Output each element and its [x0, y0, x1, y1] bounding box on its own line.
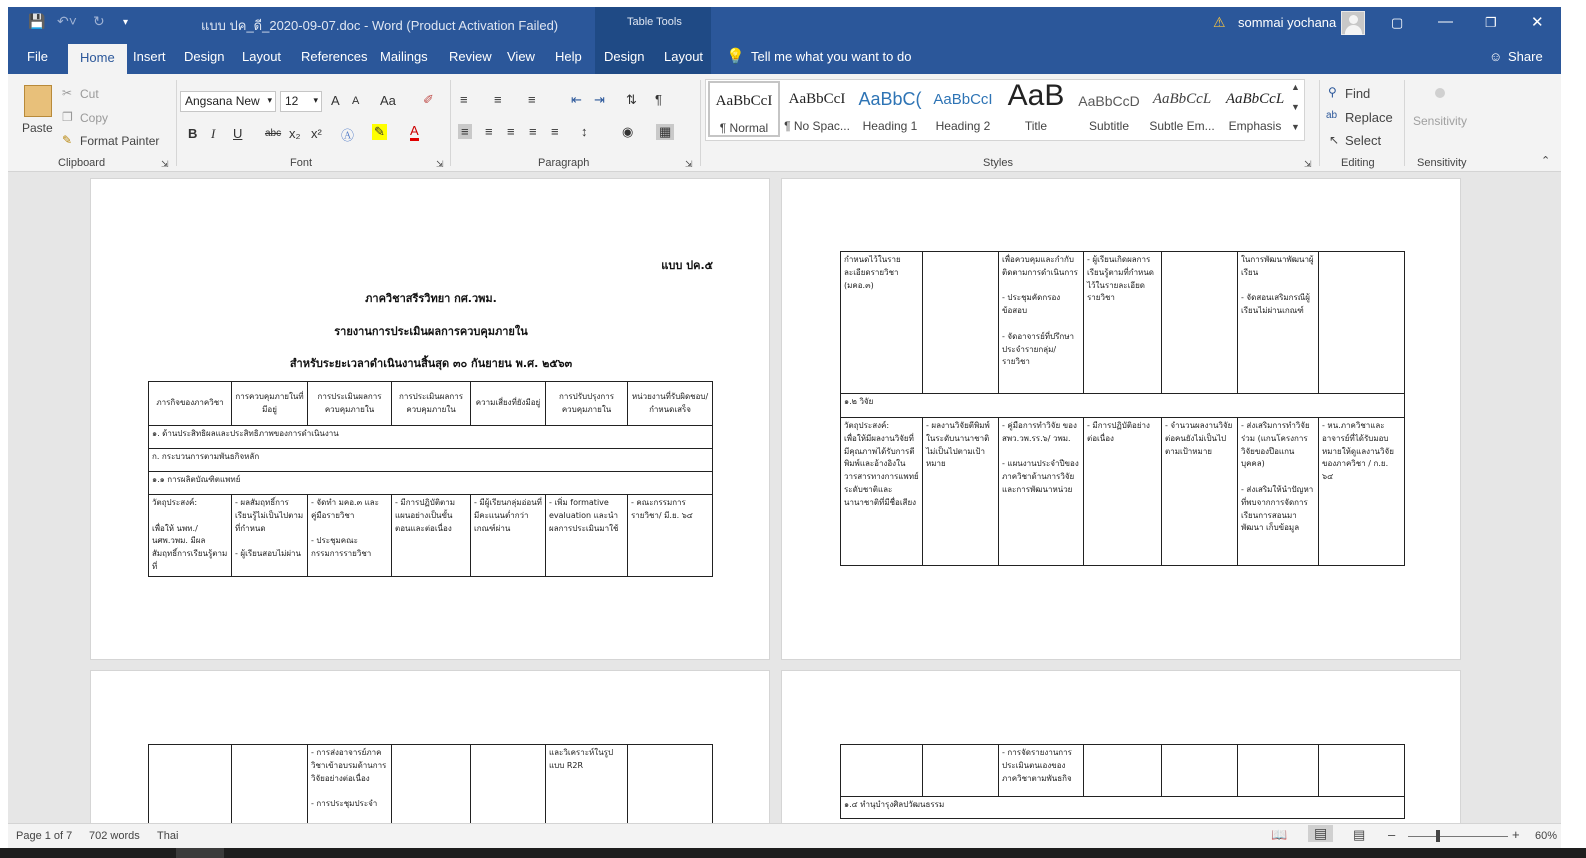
- format-painter-icon: ✎: [62, 133, 73, 147]
- table-row: [149, 745, 713, 835]
- find-button[interactable]: Find: [1345, 86, 1371, 101]
- table-cell: [392, 745, 471, 835]
- assessment-table-3[interactable]: [148, 744, 713, 835]
- sensitivity-icon: [1435, 88, 1445, 98]
- cut-button[interactable]: Cut: [80, 87, 99, 101]
- grow-font-button[interactable]: A: [331, 93, 340, 108]
- paste-icon[interactable]: [24, 85, 52, 117]
- assessment-table-1[interactable]: [148, 381, 713, 577]
- style-item[interactable]: [708, 81, 780, 137]
- window-title: แบบ ปค_ดี_2020-09-07.doc - Word (Product Activation Failed): [201, 18, 559, 33]
- table-cell: กำหนดไว้ในรายละเอียดรายวิชา (มคอ.๓): [841, 252, 923, 394]
- styles-scroll-down-icon[interactable]: ▼: [1291, 102, 1300, 112]
- style-label: ¶ No Spac...: [784, 119, 850, 133]
- bullets-icon[interactable]: ≡: [460, 92, 468, 107]
- tab-home[interactable]: Home: [68, 44, 127, 74]
- table-cell: [232, 745, 308, 835]
- report-heading: รายงานการประเมินผลการควบคุมภายใน: [334, 325, 528, 338]
- table-cell: [1319, 252, 1405, 394]
- show-formatting-marks-icon[interactable]: ¶: [655, 92, 662, 107]
- table-cell: [923, 745, 999, 797]
- undo-icon[interactable]: ↶˅: [57, 13, 77, 29]
- style-label: Emphasis: [1228, 119, 1282, 133]
- paste-button[interactable]: Paste: [22, 121, 53, 135]
- redo-icon[interactable]: ↻: [93, 13, 105, 29]
- table-cell: [1084, 745, 1162, 797]
- table-cell: - เพิ่ม formative evaluation และนำผลการประเมินมาใช้: [546, 495, 628, 577]
- table-row: [841, 418, 1405, 566]
- zoom-level[interactable]: 60%: [1535, 830, 1558, 842]
- editing-group-label: Editing: [1341, 157, 1375, 169]
- word-count[interactable]: 702 words: [89, 830, 140, 842]
- style-item[interactable]: [927, 81, 999, 137]
- style-preview: AaB: [1007, 79, 1065, 112]
- table-cell: - ผู้เรียนเกิดผลการเรียนรู้ตามที่กำหนดไว้ในรายละเอียดรายวิชา: [1084, 252, 1162, 394]
- table-cell: - มีการปฏิบัติอย่างต่อเนื่อง: [1084, 418, 1162, 566]
- numbering-icon[interactable]: ≡: [494, 92, 502, 107]
- style-item[interactable]: [1146, 81, 1218, 137]
- tab-mailings[interactable]: Mailings: [380, 49, 428, 64]
- warning-icon: ⚠: [1213, 14, 1226, 30]
- style-label: Title: [1024, 119, 1048, 133]
- save-icon[interactable]: 💾: [28, 13, 46, 29]
- table-cell: [923, 252, 999, 394]
- status-bar: [8, 823, 1561, 848]
- cut-icon: ✂: [62, 86, 73, 100]
- align-center-icon[interactable]: ≡: [485, 124, 493, 139]
- tab-layout[interactable]: Layout: [242, 49, 282, 64]
- minimize-icon[interactable]: —: [1438, 13, 1453, 30]
- zoom-in-icon[interactable]: +: [1512, 827, 1520, 842]
- tab-design[interactable]: Design: [184, 49, 225, 64]
- avatar[interactable]: [1341, 11, 1365, 35]
- read-mode-icon[interactable]: 📖: [1271, 827, 1288, 842]
- taskbar-strip: [0, 848, 1586, 858]
- replace-icon: ab: [1326, 110, 1338, 121]
- table-row: [149, 495, 713, 577]
- italic-button[interactable]: I: [211, 126, 216, 141]
- collapse-ribbon-icon[interactable]: ⌃: [1541, 155, 1551, 167]
- table-cell: - ผลสัมฤทธิ์การเรียนรู้ไม่เป็นไปตามที่กำหนด - ผู้เรียนสอบไม่ผ่าน: [232, 495, 308, 577]
- table-cell: เพื่อควบคุมและกำกับติดตามการดำเนินการ - ประชุมคัดกรองข้อสอบ - จัดอาจารย์ที่ปรึกษาประจำรายกลุ่ม/รายวิชา: [999, 252, 1084, 394]
- column-header: การประเมินผลการควบคุมภายใน: [308, 382, 392, 426]
- table-cell: - คณะกรรมการรายวิชา/ มี.ย. ๖๔: [628, 495, 713, 577]
- font-name-combo[interactable]: [180, 91, 276, 112]
- word-window: [8, 7, 1561, 848]
- dialog-launcher-icon[interactable]: ⇲: [1304, 159, 1312, 169]
- style-preview: AaBbCcI: [933, 91, 993, 108]
- style-preview: AaBbCcD: [1078, 93, 1140, 109]
- justify-icon[interactable]: ≡: [529, 124, 537, 139]
- style-label: ¶ Normal: [719, 121, 769, 135]
- taskbar-active-item: [176, 848, 224, 858]
- table-cell: [149, 745, 232, 835]
- superscript-button[interactable]: x²: [311, 126, 322, 141]
- font-color-icon[interactable]: A: [410, 124, 419, 141]
- column-header: ความเสี่ยงที่ยังมีอยู่: [471, 382, 546, 426]
- tab-help[interactable]: Help: [555, 49, 582, 64]
- style-preview: AaBbC(: [858, 89, 922, 109]
- ribbon-tabs: [8, 39, 1561, 74]
- section-row: ๑.๔ ทำนุบำรุงศิลปวัฒนธรรม: [841, 797, 1405, 819]
- table-cell: วัตถุประสงค์: เพื่อให้มีผลงานวิจัยที่มีคุณภาพได้รับการตีพิมพ์และอ้างอิงในวารสารทางการแพทย์ระดับชาติและนานาชาติที่มีชื่อเสียง: [841, 418, 923, 566]
- distributed-icon[interactable]: ≡: [551, 124, 559, 139]
- sort-icon[interactable]: ⇅: [626, 92, 637, 107]
- ribbon-display-options-icon[interactable]: ▢: [1391, 15, 1404, 30]
- line-spacing-icon[interactable]: ↕: [581, 124, 588, 139]
- strikethrough-button[interactable]: abc: [265, 128, 282, 139]
- font-group-label: Font: [290, 157, 313, 169]
- align-right-icon[interactable]: ≡: [507, 124, 515, 139]
- bold-button[interactable]: B: [188, 126, 198, 141]
- sensitivity-group-label: Sensitivity: [1417, 157, 1467, 169]
- table-header-row: [149, 382, 713, 426]
- column-header: การปรับปรุงการควบคุมภายใน: [546, 382, 628, 426]
- share-button[interactable]: Share: [1508, 49, 1543, 64]
- multilevel-list-icon[interactable]: ≡: [528, 92, 536, 107]
- table-cell: - มีผู้เรียนกลุ่มอ่อนที่มีคะแนนต่ำกว่าเกณฑ์ผ่าน: [471, 495, 546, 577]
- style-preview: AaBbCcI: [715, 93, 773, 109]
- decrease-indent-icon[interactable]: ⇤: [571, 92, 582, 107]
- document-canvas[interactable]: [8, 173, 1561, 823]
- style-label: Subtitle: [1088, 119, 1130, 133]
- font-size-value: 12: [285, 94, 299, 108]
- title-bar: [8, 7, 1561, 39]
- style-item[interactable]: [1000, 81, 1072, 137]
- paragraph-group-label: Paragraph: [538, 157, 590, 169]
- table-cell: - การจัดรายงานการประเมินตนเองของภาควิชาตามพันธกิจ: [999, 745, 1084, 797]
- style-item[interactable]: [854, 81, 926, 137]
- tab-references[interactable]: References: [301, 49, 368, 64]
- page-1[interactable]: [90, 178, 770, 660]
- dialog-launcher-icon[interactable]: ⇲: [161, 159, 169, 169]
- section-row: ๑.๑ การผลิตบัณฑิตแพทย์: [149, 472, 713, 495]
- subscript-button[interactable]: x₂: [289, 126, 301, 141]
- underline-button[interactable]: U: [233, 126, 243, 141]
- close-icon[interactable]: ✕: [1531, 14, 1544, 31]
- assessment-table-2[interactable]: [840, 251, 1405, 566]
- style-preview: AaBbCcL: [1225, 91, 1285, 107]
- divider: [1319, 80, 1320, 166]
- table-row: [841, 745, 1405, 797]
- table-tools-label: Table Tools: [627, 16, 682, 28]
- styles-scroll-up-icon[interactable]: ▲: [1291, 82, 1300, 92]
- zoom-slider[interactable]: [1408, 836, 1508, 837]
- styles-group-label: Styles: [983, 157, 1013, 169]
- select-cursor-icon: ↖: [1329, 133, 1340, 147]
- table-cell: [841, 745, 923, 797]
- copy-button[interactable]: Copy: [80, 111, 109, 125]
- select-button[interactable]: Select: [1345, 133, 1382, 148]
- style-label: Subtle Em...: [1149, 119, 1215, 133]
- styles-more-icon[interactable]: ▼: [1291, 122, 1300, 132]
- style-preview: AaBbCcI: [788, 91, 846, 107]
- page-2[interactable]: [781, 178, 1461, 660]
- column-header: การควบคุมภายในที่มีอยู่: [232, 382, 308, 426]
- tab-review[interactable]: Review: [449, 49, 492, 64]
- divider: [1404, 80, 1405, 166]
- column-header: หน่วยงานที่รับผิดชอบ/กำหนดเสร็จ: [628, 382, 713, 426]
- font-size-combo[interactable]: [280, 91, 322, 112]
- clipboard-group-label: Clipboard: [58, 157, 106, 169]
- style-label: Heading 1: [862, 119, 918, 133]
- table-cell: [471, 745, 546, 835]
- tab-table-layout[interactable]: Layout: [664, 49, 704, 64]
- table-cell: - มีการปฏิบัติตามแผนอย่างเป็นขั้นตอนและต่อเนื่อง: [392, 495, 471, 577]
- table-cell: [1238, 745, 1319, 797]
- table-cell: - ผลงานวิจัยตีพิมพ์ในระดับนานาชาติไม่เป็นไปตามเป้าหมาย: [923, 418, 999, 566]
- section-row: ๑.๒ วิจัย: [841, 394, 1405, 418]
- page-4[interactable]: [781, 670, 1461, 848]
- borders-icon[interactable]: ▦: [656, 124, 674, 140]
- zoom-slider-thumb[interactable]: [1436, 830, 1440, 842]
- table-row: [841, 252, 1405, 394]
- form-code: แบบ ปค.๕: [661, 259, 713, 272]
- page-3[interactable]: [90, 670, 770, 848]
- highlight-icon[interactable]: ✎: [374, 124, 385, 139]
- dialog-launcher-icon[interactable]: ⇲: [436, 159, 444, 169]
- shrink-font-button[interactable]: A: [352, 95, 360, 107]
- page-count[interactable]: Page 1 of 7: [16, 830, 73, 842]
- style-preview: AaBbCcL: [1152, 91, 1212, 107]
- divider: [176, 80, 177, 166]
- column-header: ภารกิจของภาควิชา: [149, 382, 232, 426]
- table-cell: [1162, 745, 1238, 797]
- restore-icon[interactable]: ❐: [1485, 15, 1497, 30]
- print-layout-icon[interactable]: ▤: [1308, 825, 1333, 842]
- tab-view[interactable]: View: [507, 49, 535, 64]
- font-name-value: Angsana New: [185, 94, 260, 108]
- language-indicator[interactable]: Thai: [157, 830, 179, 842]
- style-item[interactable]: [1073, 81, 1145, 137]
- tell-me-search[interactable]: Tell me what you want to do: [751, 49, 912, 64]
- change-case-button[interactable]: Aa: [380, 93, 396, 108]
- table-cell: และวิเคราะห์ในรูปแบบ R2R: [546, 745, 628, 835]
- table-cell: - จำนวนผลงานวิจัยต่อคนยังไม่เป็นไปตามเป้าหมาย: [1162, 418, 1238, 566]
- section-row: ๑. ด้านประสิทธิผลและประสิทธิภาพของการดำเนินงาน: [149, 426, 713, 449]
- align-left-icon[interactable]: ≡: [458, 124, 472, 139]
- user-name[interactable]: sommai yochana: [1238, 15, 1337, 30]
- format-painter-button[interactable]: Format Painter: [80, 134, 160, 148]
- search-icon: ⚲: [1328, 85, 1337, 99]
- ribbon-home: [8, 74, 1561, 172]
- chevron-down-icon: ▾: [313, 95, 318, 105]
- department-heading: ภาควิชาสรีรวิทยา กศ.วพม.: [365, 292, 497, 305]
- table-cell: [628, 745, 713, 835]
- assessment-table-4[interactable]: [840, 744, 1405, 819]
- share-icon[interactable]: ☺: [1489, 49, 1503, 64]
- tab-table-design[interactable]: Design: [604, 49, 645, 64]
- table-cell: - การส่งอาจารย์ภาควิชาเข้าอบรมด้านการวิจัยอย่างต่อเนื่อง - การประชุมประจำ: [308, 745, 392, 835]
- web-layout-icon[interactable]: ▤: [1353, 827, 1366, 842]
- divider: [450, 80, 451, 166]
- table-cell: - หน.ภาควิชาและอาจารย์ที่ได้รับมอบหมายให้ดูแลงานวิจัยของภาควิชา / ก.ย. ๖๔: [1319, 418, 1405, 566]
- table-cell: [1319, 745, 1405, 797]
- shading-icon[interactable]: ◉: [622, 124, 634, 139]
- column-header: การประเมินผลการควบคุมภายใน: [392, 382, 471, 426]
- sensitivity-button[interactable]: Sensitivity: [1413, 114, 1468, 128]
- lightbulb-icon: 💡: [726, 48, 745, 65]
- table-cell: ในการพัฒนาพัฒนาผู้เรียน - จัดสอนเสริมกรณีผู้เรียนไม่ผ่านเกณฑ์: [1238, 252, 1319, 394]
- tab-insert[interactable]: Insert: [133, 49, 166, 64]
- customize-quick-access-icon[interactable]: ▾: [123, 17, 129, 28]
- zoom-out-icon[interactable]: –: [1388, 827, 1396, 842]
- copy-icon: ❐: [62, 110, 73, 124]
- section-row: ก. กระบวนการตามพันธกิจหลัก: [149, 449, 713, 472]
- tab-file[interactable]: File: [27, 49, 48, 64]
- text-effects-icon[interactable]: Ⓐ: [341, 128, 355, 143]
- style-item[interactable]: [1219, 81, 1291, 137]
- style-label: Heading 2: [935, 119, 991, 133]
- style-item[interactable]: [781, 81, 853, 137]
- table-cell: [1162, 252, 1238, 394]
- table-cell: วัตถุประสงค์: เพื่อให้ นพท./นศพ.วพม. มีผลสัมฤทธิ์การเรียนรู้ตามที่: [149, 495, 232, 577]
- table-cell: - ส่งเสริมการทำวิจัยร่วม (แกนโครงการวิจัยของป๊อแกนบุคคล) - ส่งเสริมให้นำปัญหาที่พบจากการจัดการเรียนการสอนมาพัฒนา เก็บข้อมูล: [1238, 418, 1319, 566]
- dialog-launcher-icon[interactable]: ⇲: [685, 159, 693, 169]
- increase-indent-icon[interactable]: ⇥: [594, 92, 605, 107]
- divider: [700, 80, 701, 166]
- table-cell: - จัดทำ มคอ.๓ และคู่มือรายวิชา - ประชุมคณะกรรมการรายวิชา: [308, 495, 392, 577]
- period-heading: สำหรับระยะเวลาดำเนินงานสิ้นสุด ๓๐ กันยายน พ.ศ. ๒๕๖๓: [289, 357, 573, 370]
- chevron-down-icon: ▾: [267, 95, 272, 105]
- clear-formatting-icon[interactable]: ✐: [423, 92, 434, 107]
- replace-button[interactable]: Replace: [1345, 110, 1393, 125]
- table-cell: - คู่มือการทำวิจัย ของ สพว.วพ.รร.๖/ วพม. - แผนงานประจำปีของภาควิชาด้านการวิจัยและการพัฒนาหน่วย: [999, 418, 1084, 566]
